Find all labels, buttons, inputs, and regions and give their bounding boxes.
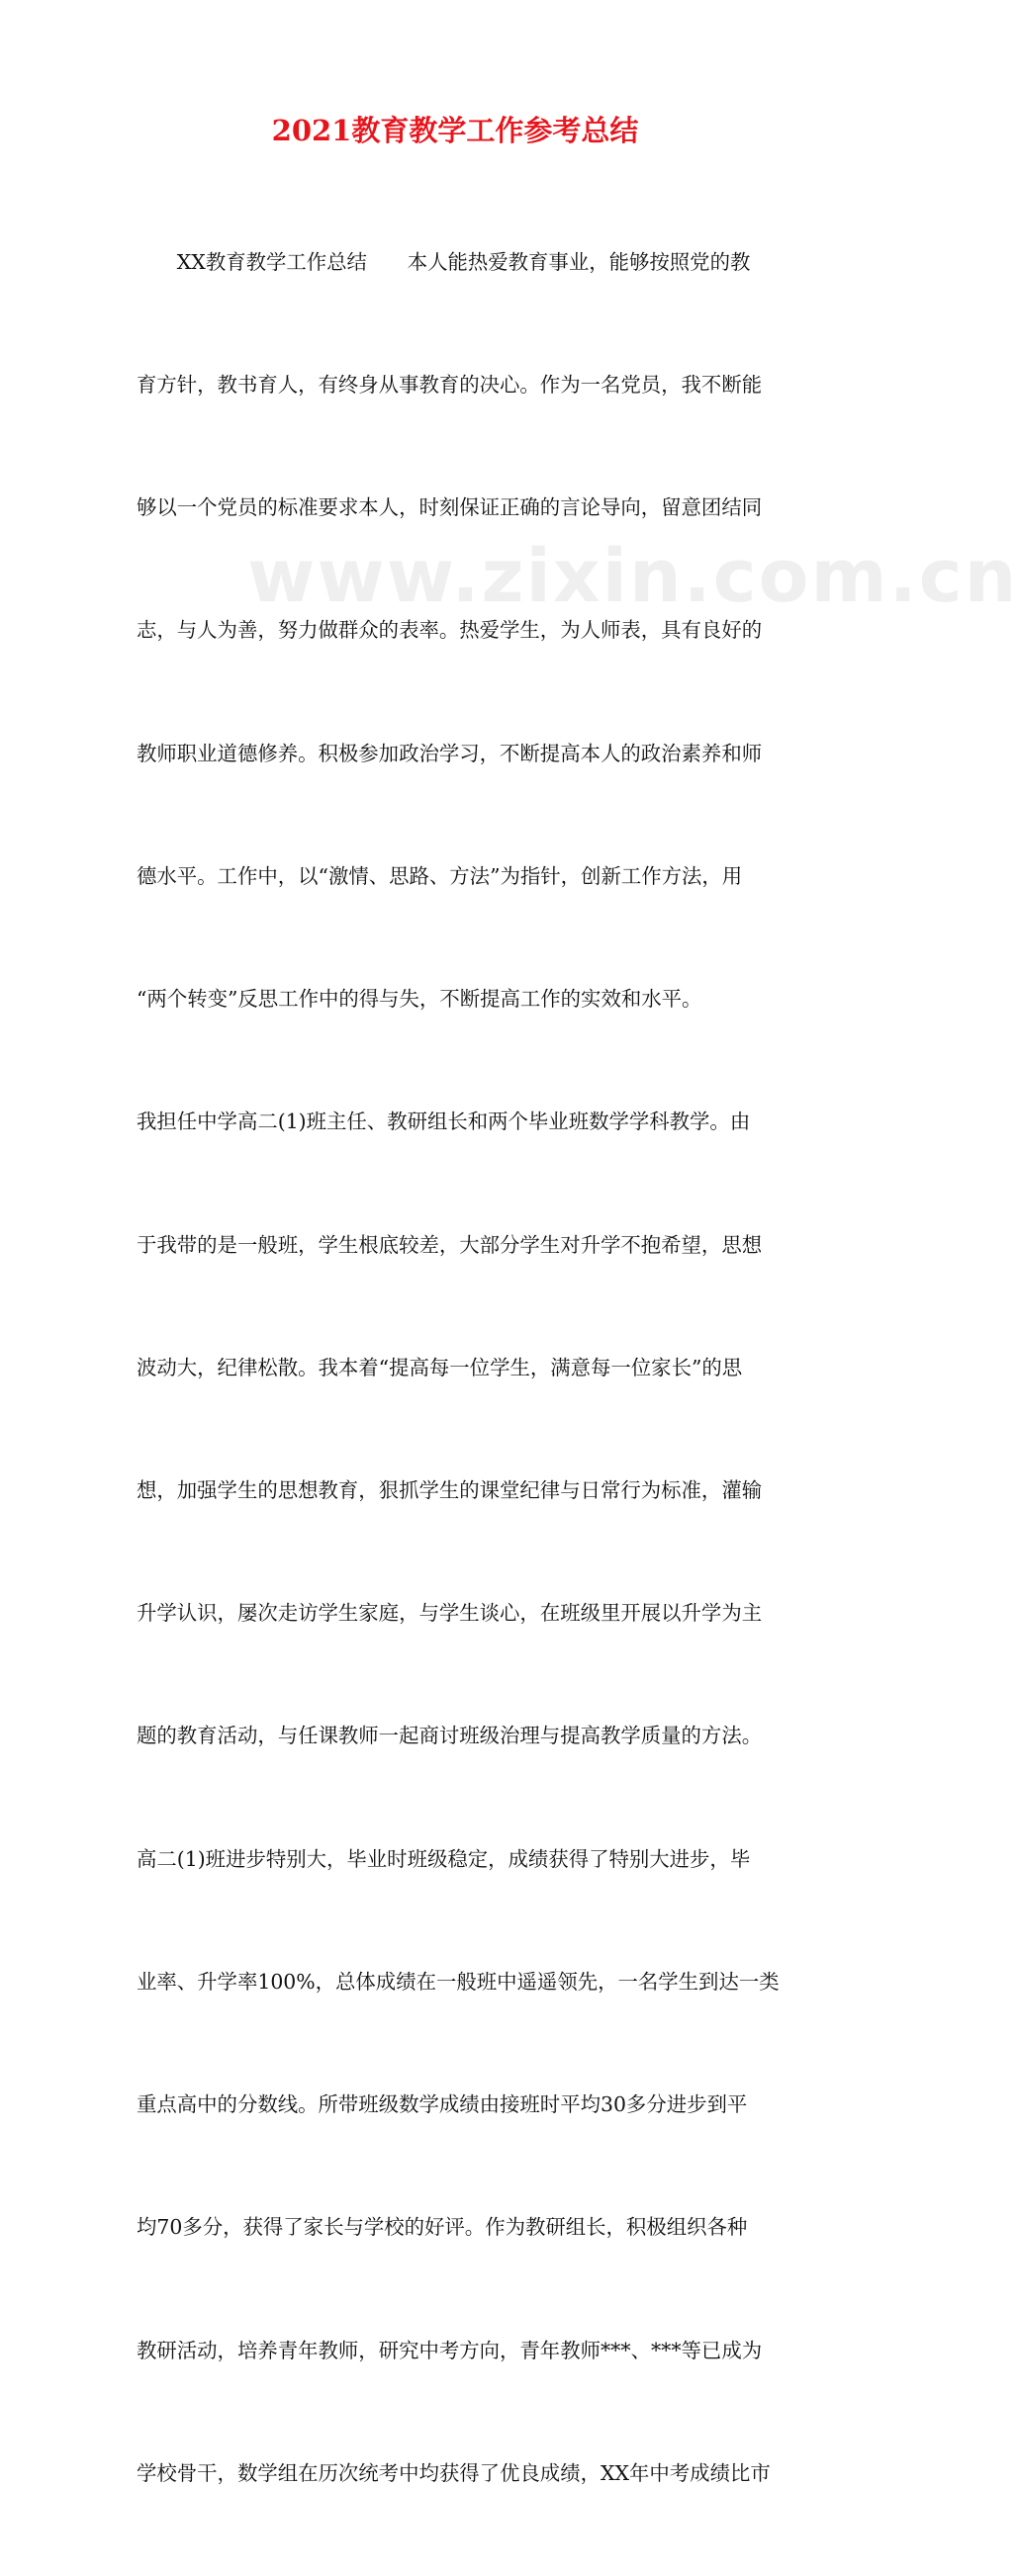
body-line: 高二(1)班进步特别大，毕业时班级稳定，成绩获得了特别大进步，毕	[137, 1846, 751, 1871]
body-line: 想，加强学生的思想教育，狠抓学生的课堂纪律与日常行为标准，灌输	[137, 1478, 763, 1502]
body-line: 于我带的是一般班，学生根底较差，大部分学生对升学不抱希望，思想	[137, 1232, 763, 1257]
body-line: 我担任中学高二(1)班主任、教研组长和两个毕业班数学学科教学。由	[137, 1110, 751, 1134]
body-line: 题的教育活动，与任课教师一起商讨班级治理与提高教学质量的方法。	[137, 1724, 763, 1748]
body-line: 志，与人为善，努力做群众的表率。热爱学生，为人师表，具有良好的	[137, 618, 763, 643]
body-line: 够以一个党员的标准要求本人，时刻保证正确的言论导向，留意团结同	[137, 495, 763, 520]
body-line: “两个转变”反思工作中的得与失，不断提高工作的实效和水平。	[137, 987, 702, 1012]
body-line: 育方针，教书育人，有终身从事教育的决心。作为一名党员，我不断能	[137, 373, 763, 398]
body-line: 德水平。工作中，以“激情、思路、方法”为指针，创新工作方法，用	[137, 863, 743, 888]
body-line: 业率、升学率100%，总体成绩在一般班中遥遥领先，一名学生到达一类	[137, 1969, 780, 1994]
document-body	[137, 160, 1018, 2576]
body-line: 教师职业道德修养。积极参加政治学习，不断提高本人的政治素养和师	[137, 741, 763, 765]
body-line: 波动大，纪律松散。我本着“提高每一位学生，满意每一位家长”的思	[137, 1355, 743, 1379]
body-line: 升学认识，屡次走访学生家庭，与学生谈心，在班级里开展以升学为主	[137, 1601, 763, 1626]
watermark: www.zixin.com.cn	[247, 534, 1018, 619]
body-line: 均70多分，获得了家长与学校的好评。作为教研组长，积极组织各种	[137, 2215, 748, 2240]
document-title: 2021教育教学工作参考总结	[271, 114, 639, 147]
body-line: 教研活动，培养青年教师，研究中考方向，青年教师***、***等已成为	[137, 2338, 763, 2362]
body-line: 重点高中的分数线。所带班级数学成绩由接班时平均30多分进步到平	[137, 2092, 748, 2117]
body-line: XX教育教学工作总结 本人能热爱教育事业，能够按照党的教	[137, 249, 751, 274]
body-line: 学校骨干，数学组在历次统考中均获得了优良成绩，XX年中考成绩比市	[137, 2460, 771, 2485]
